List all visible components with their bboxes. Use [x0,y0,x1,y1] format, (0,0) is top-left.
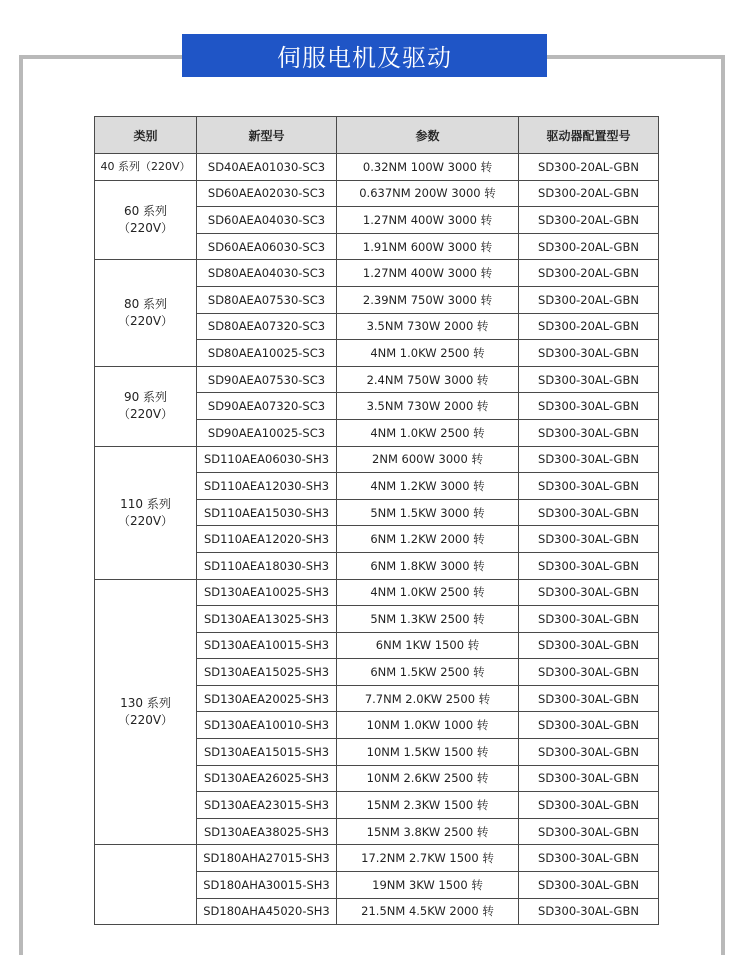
params-cell: 6NM 1.2KW 2000 转 [337,526,519,553]
model-cell: SD130AEA20025-SH3 [197,685,337,712]
params-cell: 4NM 1.0KW 2500 转 [337,579,519,606]
model-cell: SD90AEA07530-SC3 [197,366,337,393]
params-cell: 1.27NM 400W 3000 转 [337,260,519,287]
table-header-row [95,117,659,154]
table-row [95,180,659,207]
model-cell: SD90AEA07320-SC3 [197,393,337,420]
params-cell: 1.91NM 600W 3000 转 [337,233,519,260]
driver-cell: SD300-30AL-GBN [519,419,659,446]
driver-cell: SD300-30AL-GBN [519,473,659,500]
series-cell: 60 系列 （220V） [95,180,197,260]
model-cell: SD40AEA01030-SC3 [197,154,337,181]
model-cell: SD130AEA10010-SH3 [197,712,337,739]
model-cell: SD80AEA04030-SC3 [197,260,337,287]
driver-cell: SD300-20AL-GBN [519,260,659,287]
model-cell: SD110AEA12030-SH3 [197,473,337,500]
model-cell: SD180AHA27015-SH3 [197,845,337,872]
driver-cell: SD300-20AL-GBN [519,207,659,234]
params-cell: 5NM 1.3KW 2500 转 [337,606,519,633]
model-cell: SD130AEA38025-SH3 [197,818,337,845]
header-model: 新型号 [197,117,337,154]
series-cell: 110 系列 （220V） [95,446,197,579]
driver-cell: SD300-30AL-GBN [519,499,659,526]
model-cell: SD90AEA10025-SC3 [197,419,337,446]
params-cell: 2.39NM 750W 3000 转 [337,286,519,313]
params-cell: 1.27NM 400W 3000 转 [337,207,519,234]
model-cell: SD130AEA13025-SH3 [197,606,337,633]
model-cell: SD180AHA45020-SH3 [197,898,337,925]
driver-cell: SD300-30AL-GBN [519,552,659,579]
params-cell: 21.5NM 4.5KW 2000 转 [337,898,519,925]
series-cell: 130 系列 （220V） [95,579,197,845]
params-cell: 2NM 600W 3000 转 [337,446,519,473]
model-cell: SD130AEA26025-SH3 [197,765,337,792]
driver-cell: SD300-30AL-GBN [519,659,659,686]
model-cell: SD130AEA15015-SH3 [197,739,337,766]
header-driver: 驱动器配置型号 [519,117,659,154]
driver-cell: SD300-30AL-GBN [519,632,659,659]
params-cell: 3.5NM 730W 2000 转 [337,393,519,420]
page-title: 伺服电机及驱动 [182,34,547,77]
params-cell: 0.637NM 200W 3000 转 [337,180,519,207]
model-cell: SD130AEA23015-SH3 [197,792,337,819]
model-cell: SD130AEA15025-SH3 [197,659,337,686]
params-cell: 0.32NM 100W 3000 转 [337,154,519,181]
params-cell: 4NM 1.0KW 2500 转 [337,419,519,446]
header-category: 类别 [95,117,197,154]
driver-cell: SD300-30AL-GBN [519,366,659,393]
params-cell: 7.7NM 2.0KW 2500 转 [337,685,519,712]
driver-cell: SD300-30AL-GBN [519,712,659,739]
table-row [95,260,659,287]
params-cell: 2.4NM 750W 3000 转 [337,366,519,393]
params-cell: 10NM 2.6KW 2500 转 [337,765,519,792]
driver-cell: SD300-20AL-GBN [519,233,659,260]
model-cell: SD110AEA15030-SH3 [197,499,337,526]
model-cell: SD180AHA30015-SH3 [197,872,337,899]
driver-cell: SD300-30AL-GBN [519,898,659,925]
driver-cell: SD300-30AL-GBN [519,685,659,712]
driver-cell: SD300-30AL-GBN [519,446,659,473]
driver-cell: SD300-30AL-GBN [519,765,659,792]
driver-cell: SD300-30AL-GBN [519,606,659,633]
model-cell: SD60AEA02030-SC3 [197,180,337,207]
driver-cell: SD300-20AL-GBN [519,286,659,313]
table-row [95,579,659,606]
params-cell: 6NM 1KW 1500 转 [337,632,519,659]
servo-motor-table [94,116,659,925]
driver-cell: SD300-30AL-GBN [519,393,659,420]
driver-cell: SD300-20AL-GBN [519,154,659,181]
params-cell: 17.2NM 2.7KW 1500 转 [337,845,519,872]
params-cell: 6NM 1.8KW 3000 转 [337,552,519,579]
params-cell: 15NM 2.3KW 1500 转 [337,792,519,819]
model-cell: SD110AEA06030-SH3 [197,446,337,473]
series-cell: 40 系列（220V） [95,154,197,181]
params-cell: 4NM 1.0KW 2500 转 [337,340,519,367]
params-cell: 10NM 1.0KW 1000 转 [337,712,519,739]
table-row [95,154,659,181]
model-cell: SD80AEA07530-SC3 [197,286,337,313]
driver-cell: SD300-20AL-GBN [519,313,659,340]
driver-cell: SD300-30AL-GBN [519,818,659,845]
table-row [95,366,659,393]
model-cell: SD60AEA04030-SC3 [197,207,337,234]
driver-cell: SD300-20AL-GBN [519,180,659,207]
series-cell: 90 系列 （220V） [95,366,197,446]
driver-cell: SD300-30AL-GBN [519,340,659,367]
model-cell: SD60AEA06030-SC3 [197,233,337,260]
model-cell: SD130AEA10025-SH3 [197,579,337,606]
params-cell: 3.5NM 730W 2000 转 [337,313,519,340]
driver-cell: SD300-30AL-GBN [519,872,659,899]
series-cell: 80 系列 （220V） [95,260,197,366]
table-row [95,845,659,872]
driver-cell: SD300-30AL-GBN [519,739,659,766]
params-cell: 10NM 1.5KW 1500 转 [337,739,519,766]
driver-cell: SD300-30AL-GBN [519,792,659,819]
params-cell: 6NM 1.5KW 2500 转 [337,659,519,686]
params-cell: 4NM 1.2KW 3000 转 [337,473,519,500]
params-cell: 5NM 1.5KW 3000 转 [337,499,519,526]
model-cell: SD110AEA12020-SH3 [197,526,337,553]
model-cell: SD80AEA10025-SC3 [197,340,337,367]
model-cell: SD130AEA10015-SH3 [197,632,337,659]
driver-cell: SD300-30AL-GBN [519,526,659,553]
params-cell: 19NM 3KW 1500 转 [337,872,519,899]
driver-cell: SD300-30AL-GBN [519,579,659,606]
series-cell [95,845,197,925]
driver-cell: SD300-30AL-GBN [519,845,659,872]
params-cell: 15NM 3.8KW 2500 转 [337,818,519,845]
header-params: 参数 [337,117,519,154]
model-cell: SD80AEA07320-SC3 [197,313,337,340]
model-cell: SD110AEA18030-SH3 [197,552,337,579]
table-row [95,446,659,473]
